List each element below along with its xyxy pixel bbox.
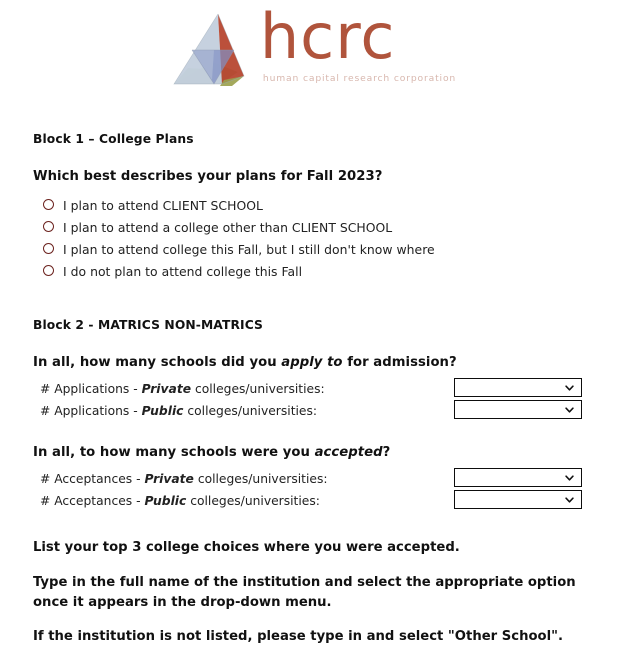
applications-question-pre: In all, how many schools did you <box>33 355 282 370</box>
label-pre: # Acceptances - <box>40 494 145 508</box>
brand-logo <box>0 0 624 110</box>
radio-circle-icon[interactable] <box>43 199 54 210</box>
applications-private-label <box>40 382 325 396</box>
instruction-top-3-choices: List your top 3 college choices where you were accepted. <box>33 540 460 555</box>
logo-tagline: human capital research corporation <box>262 72 457 84</box>
label-post: colleges/universities: <box>191 382 325 396</box>
radio-circle-icon[interactable] <box>43 221 54 232</box>
applications-question <box>33 355 613 370</box>
applications-select-column <box>454 378 582 419</box>
label-post: colleges/universities: <box>186 494 320 508</box>
label-emphasis: Public <box>144 494 187 508</box>
block-1-question-text: Which best describes your plans for Fall 2023? <box>33 169 383 184</box>
acceptances-matrix <box>33 468 613 512</box>
logo-wordmark: hcrc <box>259 0 396 73</box>
radio-option-label: I plan to attend CLIENT SCHOOL <box>63 197 263 213</box>
acceptances-question-post: ? <box>382 445 391 460</box>
radio-option-label: I plan to attend a college other than CLIENT SCHOOL <box>63 219 393 235</box>
acceptances-private-dropdown[interactable] <box>454 468 582 487</box>
radio-circle-icon[interactable] <box>43 243 54 254</box>
label-pre: # Applications - <box>40 382 142 396</box>
radio-option-not-attending[interactable] <box>33 260 613 282</box>
instruction-other-school: If the institution is not listed, please type in and select "Other School". <box>33 629 563 645</box>
acceptances-private-label <box>40 472 328 486</box>
radio-circle-icon[interactable] <box>43 265 54 276</box>
chevron-down-icon <box>565 473 574 482</box>
label-pre: # Applications - <box>40 404 142 418</box>
college-plans-radio-group <box>33 194 613 282</box>
acceptances-public-label <box>40 494 320 508</box>
chevron-down-icon <box>565 383 574 392</box>
applications-public-label <box>40 404 317 418</box>
hcrc-tetrahedron-logo-icon <box>168 10 256 96</box>
radio-option-label: I plan to attend college this Fall, but I still don't know where <box>63 241 435 257</box>
label-post: colleges/universities: <box>193 472 328 486</box>
applications-question-emphasis: apply to <box>281 355 343 370</box>
acceptances-question-emphasis: accepted <box>314 445 383 460</box>
label-pre: # Acceptances - <box>40 472 145 486</box>
label-emphasis: Private <box>141 382 192 396</box>
block-2-title: Block 2 - MATRICS NON-MATRICS <box>33 318 264 332</box>
acceptances-question <box>33 445 613 460</box>
radio-option-attend-other-college[interactable] <box>33 216 613 238</box>
chevron-down-icon <box>565 405 574 414</box>
label-emphasis: Private <box>144 472 194 486</box>
label-emphasis: Public <box>141 404 184 418</box>
applications-question-post: for admission? <box>342 355 457 370</box>
applications-matrix <box>33 378 613 422</box>
survey-content <box>33 132 613 647</box>
label-post: colleges/universities: <box>183 404 318 418</box>
instruction-type-full-name: Type in the full name of the institution and select the appropriate option once it appears in the drop-down menu. <box>33 574 576 610</box>
applications-private-dropdown[interactable] <box>454 378 582 397</box>
acceptances-question-pre: In all, to how many schools were you <box>33 445 315 460</box>
acceptances-public-dropdown[interactable] <box>454 490 582 509</box>
block-1-question <box>33 169 613 184</box>
applications-public-dropdown[interactable] <box>454 400 582 419</box>
radio-option-attend-unknown-where[interactable] <box>33 238 613 260</box>
acceptances-select-column <box>454 468 582 509</box>
block-1-title: Block 1 – College Plans <box>33 132 194 146</box>
chevron-down-icon <box>565 495 574 504</box>
radio-option-label: I do not plan to attend college this Fall <box>63 263 303 279</box>
radio-option-attend-client-school[interactable] <box>33 194 613 216</box>
